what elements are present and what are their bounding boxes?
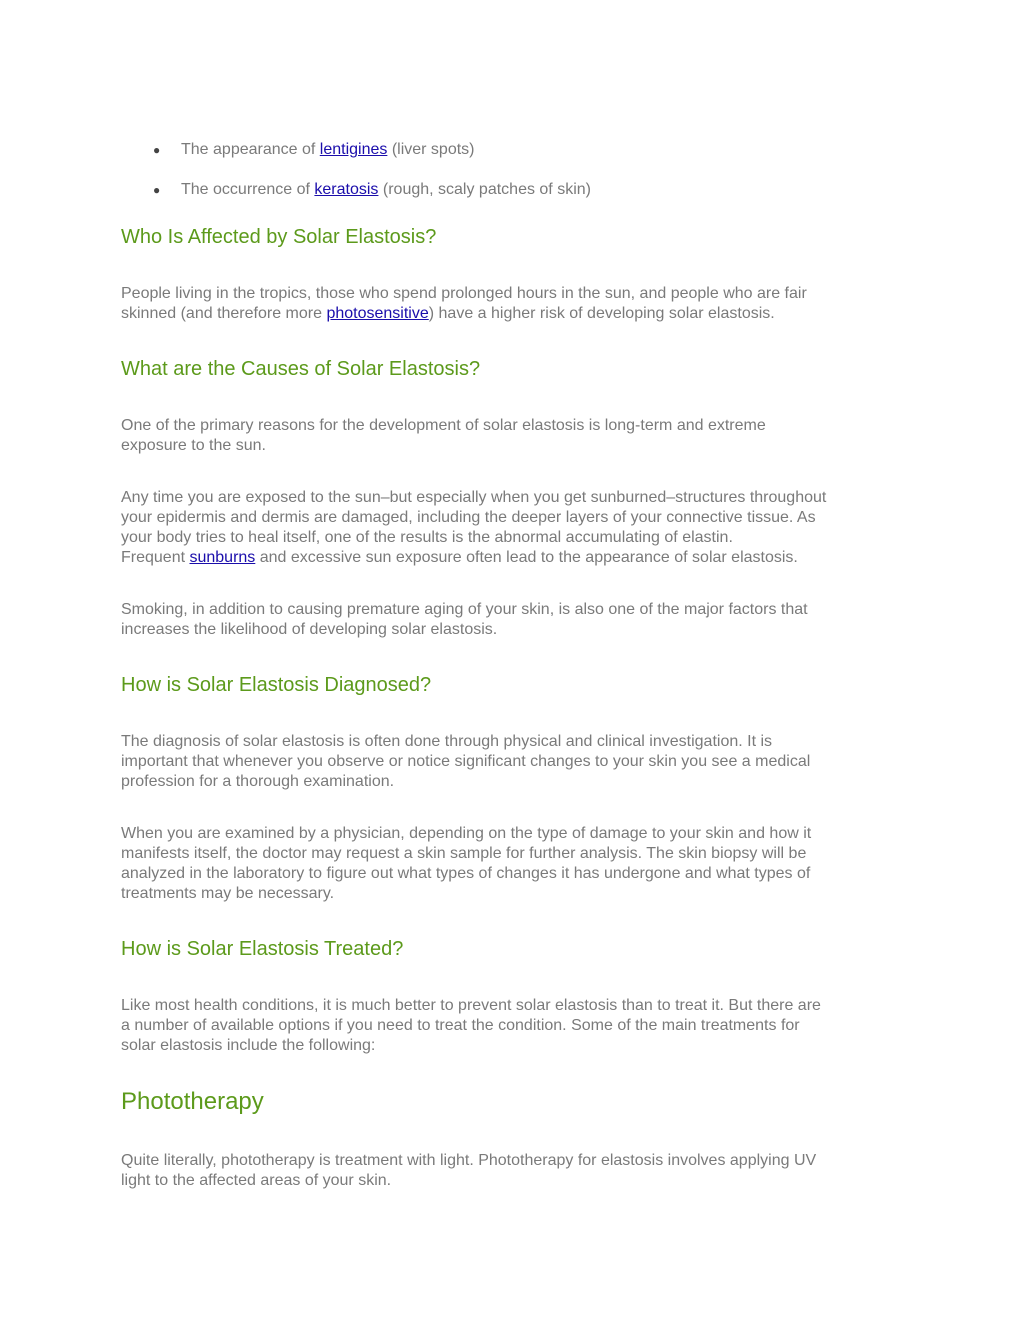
list-item	[121, 180, 911, 200]
bullet-dot-icon: ●	[153, 143, 161, 157]
paragraph-text: ) have a higher risk of developing solar elastosis.	[428, 305, 775, 322]
causes-paragraph-2	[121, 488, 911, 568]
causes-paragraph-3	[121, 600, 911, 640]
paragraph-line: a number of available options if you need to treat the condition. Some of the main treatments for	[121, 1017, 800, 1034]
paragraph-line: manifests itself, the doctor may request a skin sample for further analysis. The skin biopsy will be	[121, 845, 807, 862]
list-item-text: The occurrence of	[181, 181, 315, 198]
paragraph-line: your epidermis and dermis are damaged, including the deeper layers of your connective tissue. As	[121, 509, 816, 526]
list-item-text: (rough, scaly patches of skin)	[378, 181, 591, 198]
paragraph-line: Like most health conditions, it is much better to prevent solar elastosis than to treat it. But there are	[121, 997, 821, 1014]
photosensitive-link[interactable]: photosensitive	[326, 305, 429, 322]
keratosis-link[interactable]: keratosis	[314, 181, 379, 198]
lentigines-link[interactable]: lentigines	[319, 141, 388, 158]
paragraph-text: Frequent	[121, 549, 190, 566]
phototherapy-paragraph	[121, 1151, 911, 1191]
list-item-text: (liver spots)	[387, 141, 475, 158]
paragraph-line: light to the affected areas of your skin.	[121, 1172, 392, 1189]
paragraph-line: Quite literally, phototherapy is treatment with light. Phototherapy for elastosis involves applying UV	[121, 1152, 817, 1169]
list-item	[121, 140, 911, 160]
paragraph-text: and excessive sun exposure often lead to the appearance of solar elastosis.	[255, 549, 798, 566]
paragraph-line: analyzed in the laboratory to figure out what types of changes it has undergone and what types of	[121, 865, 811, 882]
diagnosed-heading: How is Solar Elastosis Diagnosed?	[121, 674, 432, 696]
sunburns-link[interactable]: sunburns	[189, 549, 256, 566]
paragraph-line: exposure to the sun.	[121, 437, 266, 454]
list-item-text: The appearance of	[181, 141, 320, 158]
paragraph-line: your body tries to heal itself, one of the results is the abnormal accumulating of elastin.	[121, 529, 733, 546]
paragraph-line: The diagnosis of solar elastosis is often done through physical and clinical investigation. It is	[121, 733, 773, 750]
treated-heading: How is Solar Elastosis Treated?	[121, 938, 404, 960]
symptom-list	[121, 140, 911, 220]
who-affected-paragraph	[121, 284, 911, 324]
who-affected-heading: Who Is Affected by Solar Elastosis?	[121, 226, 437, 248]
diagnosed-paragraph-2	[121, 824, 911, 904]
paragraph-line: When you are examined by a physician, depending on the type of damage to your skin and how it	[121, 825, 812, 842]
paragraph-line: Any time you are exposed to the sun–but especially when you get sunburned–structures throughout	[121, 489, 827, 506]
paragraph-line: increases the likelihood of developing solar elastosis.	[121, 621, 498, 638]
diagnosed-paragraph-1	[121, 732, 911, 792]
bullet-dot-icon: ●	[153, 183, 161, 197]
paragraph-line	[121, 304, 911, 324]
paragraph-line: profession for a thorough examination.	[121, 773, 395, 790]
paragraph-text: skinned (and therefore more	[121, 305, 327, 322]
treated-paragraph	[121, 996, 911, 1056]
paragraph-line: treatments may be necessary.	[121, 885, 335, 902]
paragraph-line: Smoking, in addition to causing premature aging of your skin, is also one of the major factors that	[121, 601, 808, 618]
phototherapy-heading: Phototherapy	[121, 1088, 264, 1115]
paragraph-line: solar elastosis include the following:	[121, 1037, 376, 1054]
paragraph-line: important that whenever you observe or notice significant changes to your skin you see a medical	[121, 753, 811, 770]
causes-heading: What are the Causes of Solar Elastosis?	[121, 358, 481, 380]
causes-paragraph-1	[121, 416, 911, 456]
paragraph-line: One of the primary reasons for the development of solar elastosis is long-term and extreme	[121, 417, 766, 434]
paragraph-line	[121, 548, 911, 568]
paragraph-line: People living in the tropics, those who spend prolonged hours in the sun, and people who are fair	[121, 285, 807, 302]
